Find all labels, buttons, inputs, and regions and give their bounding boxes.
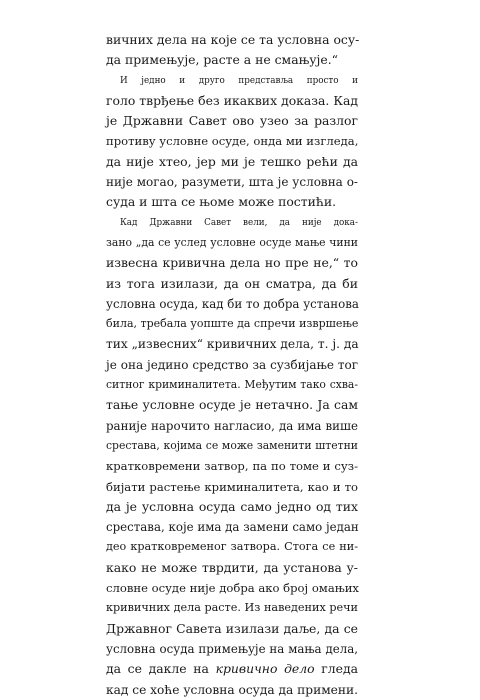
text-line: је она једино средство за сузбијање тог (106, 357, 358, 372)
text-line: условна осуда примењује на мања дела, (106, 641, 358, 656)
text-line: како не може тврдити, да установа у- (106, 559, 358, 575)
text-line: из тога изилази, да он сматра, да би (106, 275, 358, 291)
text-line: суда и шта се њоме може постићи. (106, 194, 337, 210)
text-line-start: да се дакле на (106, 661, 209, 677)
text-line-end: гледа (314, 661, 359, 677)
text-line: део кратковременог затвора. Стога се ни- (106, 540, 358, 554)
text-line: Кад Државни Савет вели, да није дока- (120, 217, 358, 228)
text-line: да је условна осуда само једно од тих (106, 498, 358, 514)
text-line: условна осуда, кад би то добра установа (106, 296, 359, 311)
text-line: тих „извесних“ кривичних дела, т. ј. да (106, 337, 359, 352)
text-line: зано „да се услед условне осуде мање чини (106, 235, 358, 249)
text-line: да није хтео, јер ми је тешко рећи да (106, 153, 358, 169)
text-line: вичних дела на које се та условна осу- (106, 32, 360, 47)
text-line: извесна кривична дела но пре не,“ то (106, 255, 358, 271)
text-line: раније нарочито нагласио, да има више (106, 418, 358, 433)
text-line: противу условне осуде, онда ми изгледа, (106, 134, 359, 149)
text-line: била, требала уопште да спречи извршење (106, 317, 359, 331)
text-line (106, 659, 358, 679)
text-line: није могао, разумети, шта је условна о- (106, 175, 358, 190)
text-line: кад се хоће условна осуда да примени. (106, 682, 359, 697)
text-line: ситног криминалитета. Међутим тако схва- (106, 378, 358, 392)
text-line: срестава, којима се може заменити штетни (106, 438, 358, 452)
text-line: тање условне осуде је нетачно. Ја сам (106, 397, 358, 413)
text-line: голо тврђење без икаквих доказа. Кад (106, 92, 358, 108)
text-line: да примењује, расте а не смањује.“ (106, 52, 338, 68)
emphasized-term: кривично дело (215, 661, 315, 677)
text-line: срестава, које има да замени само један (106, 520, 359, 535)
text-line: кривичних дела расте. Из наведених речи (106, 601, 358, 615)
text-line: кратковремени затвор, па по томе и суз- (106, 459, 358, 474)
text-line: И једно и друго представља просто и (120, 75, 358, 86)
text-line: Државног Савета изилази даље, да се (106, 620, 358, 636)
text-line: бијати растење криминалитета, као и то (106, 479, 358, 494)
body-text (106, 30, 358, 700)
text-line: је Државни Савет ово узео за разлог (106, 113, 358, 129)
text-line: словне осуде није добра ако број омањих (106, 581, 359, 596)
